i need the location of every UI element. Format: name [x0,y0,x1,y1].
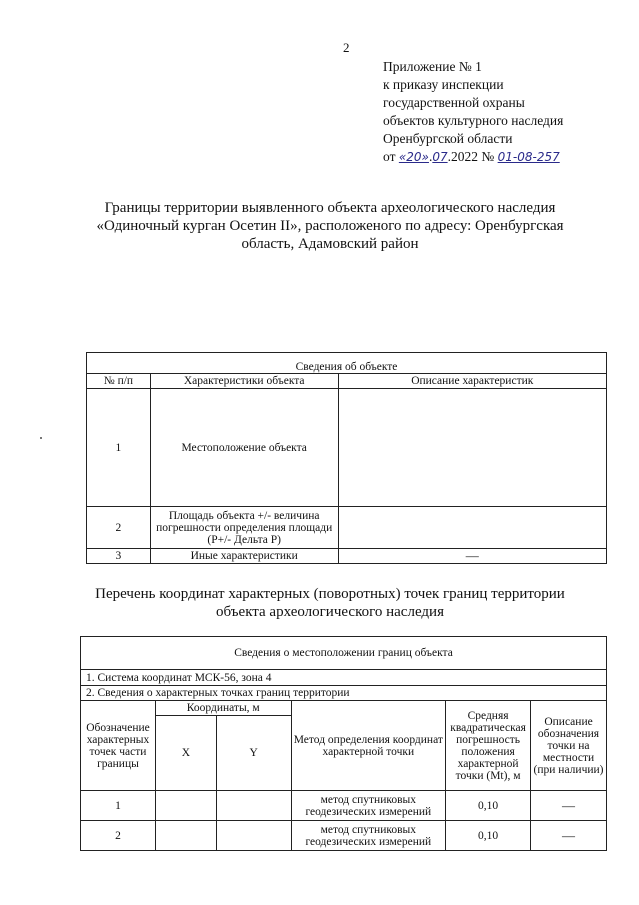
header-coordinates: Координаты, м [155,701,291,716]
point-y [216,821,291,851]
points-section: 2. Сведения о характерных точках границ территории [81,686,607,701]
appendix-block [383,58,563,166]
point-x [155,821,216,851]
row-number: 1 [87,389,151,507]
object-info-table [86,352,607,564]
table-row [81,791,607,821]
title-line: Перечень координат характерных (поворотных) точек границ территории [95,586,565,602]
row-description: — [338,549,606,564]
point-error: 0,10 [446,791,531,821]
point-error: 0,10 [446,821,531,851]
row-number: 3 [87,549,151,564]
order-number: 01-08-257 [497,150,560,164]
title-line: объекта археологического наследия [216,604,444,620]
coordinates-title [60,585,600,621]
coordinate-system: 1. Система координат МСК-56, зона 4 [81,670,607,686]
appendix-line: к приказу инспекции [383,77,504,92]
header-point-description: Описание обозначения точки на местности (при наличии) [531,701,607,791]
order-line [383,148,563,166]
object-table-caption: Сведения об объекте [87,353,607,374]
header-number: № п/п [87,374,151,389]
header-designation: Обозначение характерных точек части границы [81,701,156,791]
coord-table-caption: Сведения о местоположении границ объекта [81,637,607,670]
point-number: 1 [81,791,156,821]
coordinates-table [80,636,607,851]
point-method: метод спутниковых геодезических измерений [291,821,446,851]
order-sep: . [428,149,433,164]
row-number: 2 [87,507,151,549]
header-x: X [155,716,216,791]
header-error: Средняя квадратическая погрешность положения характерной точки (Мt), м [446,701,531,791]
order-month: 07 [432,150,448,164]
order-day: «20» [398,150,429,164]
appendix-line: государственной охраны [383,95,525,110]
title-line: «Одиночный курган Осетин II», расположеного по адресу: Оренбургская [96,218,564,234]
table-row [81,821,607,851]
point-x [155,791,216,821]
point-number: 2 [81,821,156,851]
header-method: Метод определения координат характерной точки [291,701,446,791]
table-row [87,507,607,549]
row-characteristic: Иные характеристики [150,549,338,564]
row-characteristic: Площадь объекта +/- величина погрешности определения площади (Р+/- Дельта Р) [150,507,338,549]
order-prefix: от [383,149,399,164]
row-description [338,389,606,507]
point-description: — [531,791,607,821]
row-description [338,507,606,549]
appendix-line: Приложение № 1 [383,59,482,74]
title-line: Границы территории выявленного объекта археологического наследия [104,200,556,216]
header-description: Описание характеристик [338,374,606,389]
page-number: 2 [343,40,350,55]
scan-speck [40,437,42,439]
point-y [216,791,291,821]
order-year: .2022 № [447,149,498,164]
row-characteristic: Местоположение объекта [150,389,338,507]
appendix-line: объектов культурного наследия [383,113,564,128]
title-line: область, Адамовский район [241,236,419,252]
table-row [87,549,607,564]
point-method: метод спутниковых геодезических измерений [291,791,446,821]
table-row [87,389,607,507]
document-title [60,199,600,253]
header-characteristic: Характеристики объекта [150,374,338,389]
header-y: Y [216,716,291,791]
appendix-line: Оренбургской области [383,131,513,146]
point-description: — [531,821,607,851]
